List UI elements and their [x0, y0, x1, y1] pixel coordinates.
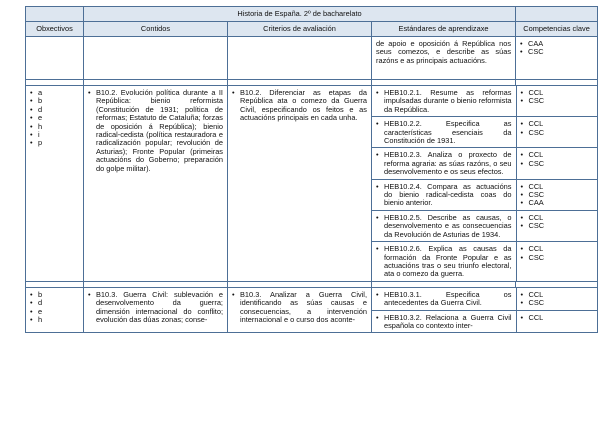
competency-item: • CSC — [521, 160, 595, 168]
competency-item: • CSC — [521, 97, 595, 105]
objectives-cell — [26, 37, 84, 80]
standard-row — [372, 117, 598, 148]
contents-cell — [84, 287, 228, 333]
competency-item: • CCL — [521, 245, 595, 253]
content-text: • B10.2. Evolución política durante a II República: bienio reformista (Constitución de 1931; política de reformas; Estatuto de Cataluña; forzas de oposición á República); bienio radical-cedista (política restauradora e radicalización popular; revolución de Asturias); Fronte Popular (primeiras actuacións do Goberno; preparación do golpe militar). — [88, 89, 223, 173]
contents-cell — [84, 37, 228, 80]
criteria-cell — [228, 287, 372, 333]
table-row — [26, 37, 598, 80]
list-item: • h — [30, 316, 79, 324]
standards-subtable — [372, 86, 598, 281]
list-item: • CSC — [520, 48, 593, 56]
objectives-cell — [26, 287, 84, 333]
criterion-text: • B10.2. Diferenciar as etapas da República ata o comezo da Guerra Civil, especificando os feitos e as actuacións principais en cada unha. — [232, 89, 367, 123]
standard-row — [372, 179, 598, 210]
header-standards: Estándares de aprendizaxe — [372, 22, 516, 37]
standards-group — [372, 287, 598, 333]
objectives-list — [30, 89, 79, 148]
standard-text: • HEB10.2.6. Explica as causas da formación da Fronte Popular e as actuacións tras o seu triunfo electoral, ata o comezo da guerra. — [376, 245, 512, 279]
standard-text: • HEB10.2.3. Analiza o proxecto de reforma agraria: as súas razóns, o seu desenvolvemento e os seus efectos. — [376, 151, 512, 176]
list-item: • CAA — [520, 40, 593, 48]
standard-row — [372, 86, 598, 117]
table-row — [26, 86, 598, 282]
competency-item: • CCL — [521, 151, 595, 159]
competency-item: • CCL — [521, 291, 595, 299]
list-item: • d — [30, 106, 79, 114]
curriculum-table — [25, 6, 598, 333]
criteria-cell — [228, 37, 372, 80]
criteria-cell — [228, 86, 372, 282]
standard-text: • HEB10.2.4. Compara as actuacións do bienio radical-cedista coas do bienio anterior. — [376, 183, 512, 208]
competencies-list — [521, 89, 595, 106]
competencies-list — [521, 245, 595, 262]
competency-item: • CSC — [521, 254, 595, 262]
competency-item: • CCL — [521, 214, 595, 222]
standard-cell: de apoio e oposición á República nos seus comezos, e describe as súas razóns e as principais actuacións. — [372, 37, 516, 80]
objectives-cell — [26, 86, 84, 282]
competency-item: • CCL — [521, 120, 595, 128]
competency-item: • CSC — [521, 299, 595, 307]
content-text: • B10.3. Guerra Civil: sublevación e desenvolvemento da guerra; dimensión internacional do conflito; evolución das dúas zonas; conse- — [88, 291, 223, 325]
standard-text: • HEB10.3.1. Especifica os antecedentes da Guerra Civil. — [376, 291, 512, 308]
header-objectives: Obxectivos — [26, 22, 84, 37]
competency-item: • CAA — [521, 199, 595, 207]
table-title: Historia de España. 2º de bacharelato — [84, 7, 516, 22]
competencies-list — [520, 40, 593, 57]
list-item: • e — [30, 114, 79, 122]
competency-item: • CCL — [521, 89, 595, 97]
standard-text: • HEB10.2.2. Especifica as características esenciais da Constitución de 1931. — [376, 120, 512, 145]
standard-row — [372, 288, 598, 310]
competencies-cell — [516, 37, 598, 80]
competencies-list — [521, 120, 595, 137]
list-item: • b — [30, 291, 79, 299]
competencies-list — [521, 151, 595, 168]
list-item: • d — [30, 299, 79, 307]
title-corner-cell — [516, 7, 598, 22]
standard-row — [372, 148, 598, 179]
standards-subtable — [372, 288, 598, 333]
objectives-list — [30, 291, 79, 325]
criterion-text: • B10.3. Analizar a Guerra Civil, identificando as súas causas e consecuencias, a intervención internacional e o curso dos aconte- — [232, 291, 367, 325]
list-item: • h — [30, 123, 79, 131]
competency-item: • CCL — [521, 314, 595, 322]
standard-row — [372, 210, 598, 241]
list-item: • i — [30, 131, 79, 139]
header-competencies: Competencias clave — [516, 22, 598, 37]
title-corner-cell — [26, 7, 84, 22]
standard-text: • HEB10.3.2. Relaciona a Guerra Civil española co contexto inter- — [376, 314, 512, 331]
competencies-list — [521, 291, 595, 308]
standards-group — [372, 86, 598, 282]
competency-item: • CSC — [521, 129, 595, 137]
list-item: • p — [30, 139, 79, 147]
competencies-list — [521, 183, 595, 208]
list-item: • e — [30, 308, 79, 316]
list-item: • a — [30, 89, 79, 97]
header-criteria: Criterios de avaliación — [228, 22, 372, 37]
competency-item: • CCL — [521, 183, 595, 191]
header-contents: Contidos — [84, 22, 228, 37]
standard-text: • HEB10.2.1. Resume as reformas impulsadas durante o bienio reformista da República. — [376, 89, 512, 114]
competencies-list — [521, 214, 595, 231]
standard-row — [372, 242, 598, 281]
table-row — [26, 287, 598, 333]
competency-item: • CSC — [521, 191, 595, 199]
contents-cell — [84, 86, 228, 282]
competencies-list — [521, 314, 595, 322]
competency-item: • CSC — [521, 222, 595, 230]
standard-text: • HEB10.2.5. Describe as causas, o desenvolvemento e as consecuencias da Revolución de Asturias de 1934. — [376, 214, 512, 239]
standard-row — [372, 310, 598, 332]
list-item: • b — [30, 97, 79, 105]
